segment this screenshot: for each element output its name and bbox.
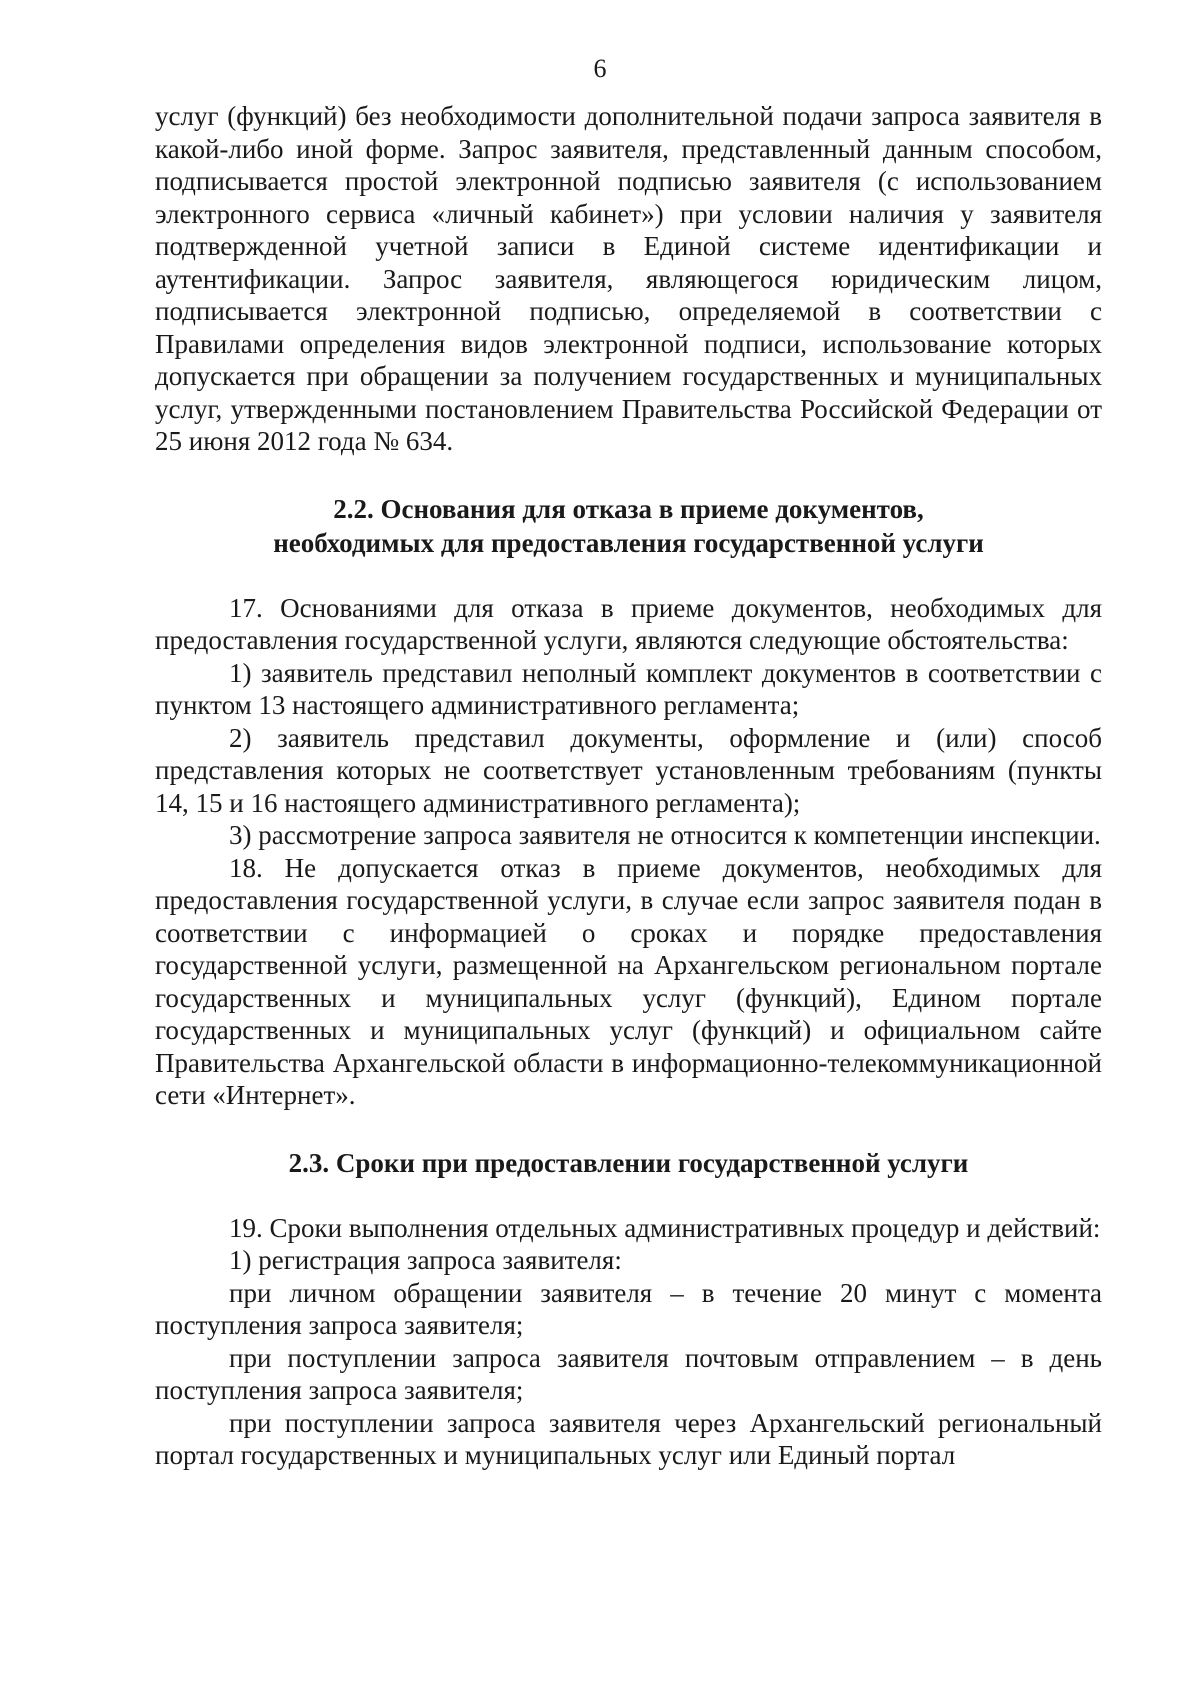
section-2-3-heading: 2.3. Сроки при предоставлении государственной услуги	[288, 1147, 969, 1178]
section-2-2-heading-line-2: необходимых для предоставления государственной услуги	[273, 527, 984, 558]
paragraph-19-personal: при личном обращении заявителя – в течение 20 минут с момента поступления запроса заявителя;	[155, 1277, 1102, 1340]
paragraph-17-item-2: 2) заявитель представил документы, оформление и (или) способ представления которых не соответствует установленным требованиям (пункты 14, 15 и 16 настоящего административного регламента);	[155, 722, 1102, 818]
paragraph-17: 17. Основаниями для отказа в приеме документов, необходимых для предоставления государственной услуги, являются следующие обстоятельства:	[155, 592, 1102, 655]
page-number: 6	[593, 54, 607, 83]
paragraph-19-item-1: 1) регистрация запроса заявителя:	[229, 1245, 622, 1275]
paragraph-17-item-3: 3) рассмотрение запроса заявителя не относится к компетенции инспекции.	[229, 820, 1101, 850]
paragraph-19-portal: при поступлении запроса заявителя через Архангельский региональный портал государственных и муниципальных услуг или Единый портал	[155, 1407, 1102, 1470]
section-2-2-heading	[155, 492, 1102, 560]
section-2-2-heading-line-1: 2.2. Основания для отказа в приеме документов,	[333, 493, 924, 524]
paragraph-19-postal: при поступлении запроса заявителя почтовым отправлением – в день поступления запроса заявителя;	[155, 1342, 1102, 1405]
document-body	[155, 100, 1102, 1472]
paragraph-17-item-1: 1) заявитель представил неполный комплект документов в соответствии с пунктом 13 настоящего административного регламента;	[155, 657, 1102, 720]
paragraph-19: 19. Сроки выполнения отдельных административных процедур и действий:	[229, 1212, 1101, 1243]
intro-paragraph: услуг (функций) без необходимости дополнительной подачи запроса заявителя в какой-либо иной форме. Запрос заявителя, представленный данным способом, подписывается простой электронной подписью заявителя (с использованием электронного сервиса «личный кабинет») при условии наличия у заявителя подтвержденной учетной записи в Единой системе идентификации и аутентификации. Запрос заявителя, являющегося юридическим лицом, подписывается электронной подписью, определяемой в соответствии с Правилами определения видов электронной подписи, использование которых допускается при обращении за получением государственных и муниципальных услуг, утвержденными постановлением Правительства Российской Федерации от 25 июня 2012 года № 634.	[155, 101, 1102, 456]
paragraph-18: 18. Не допускается отказ в приеме документов, необходимых для предоставления государственной услуги, в случае если запрос заявителя подан в соответствии с информацией о сроках и порядке предоставления государственной услуги, размещенной на Архангельском региональном портале государственных и муниципальных услуг (функций), Едином портале государственных и муниципальных услуг (функций) и официальном сайте Правительства Архангельской области в информационно-телекоммуникационной сети «Интернет».	[155, 852, 1102, 1110]
